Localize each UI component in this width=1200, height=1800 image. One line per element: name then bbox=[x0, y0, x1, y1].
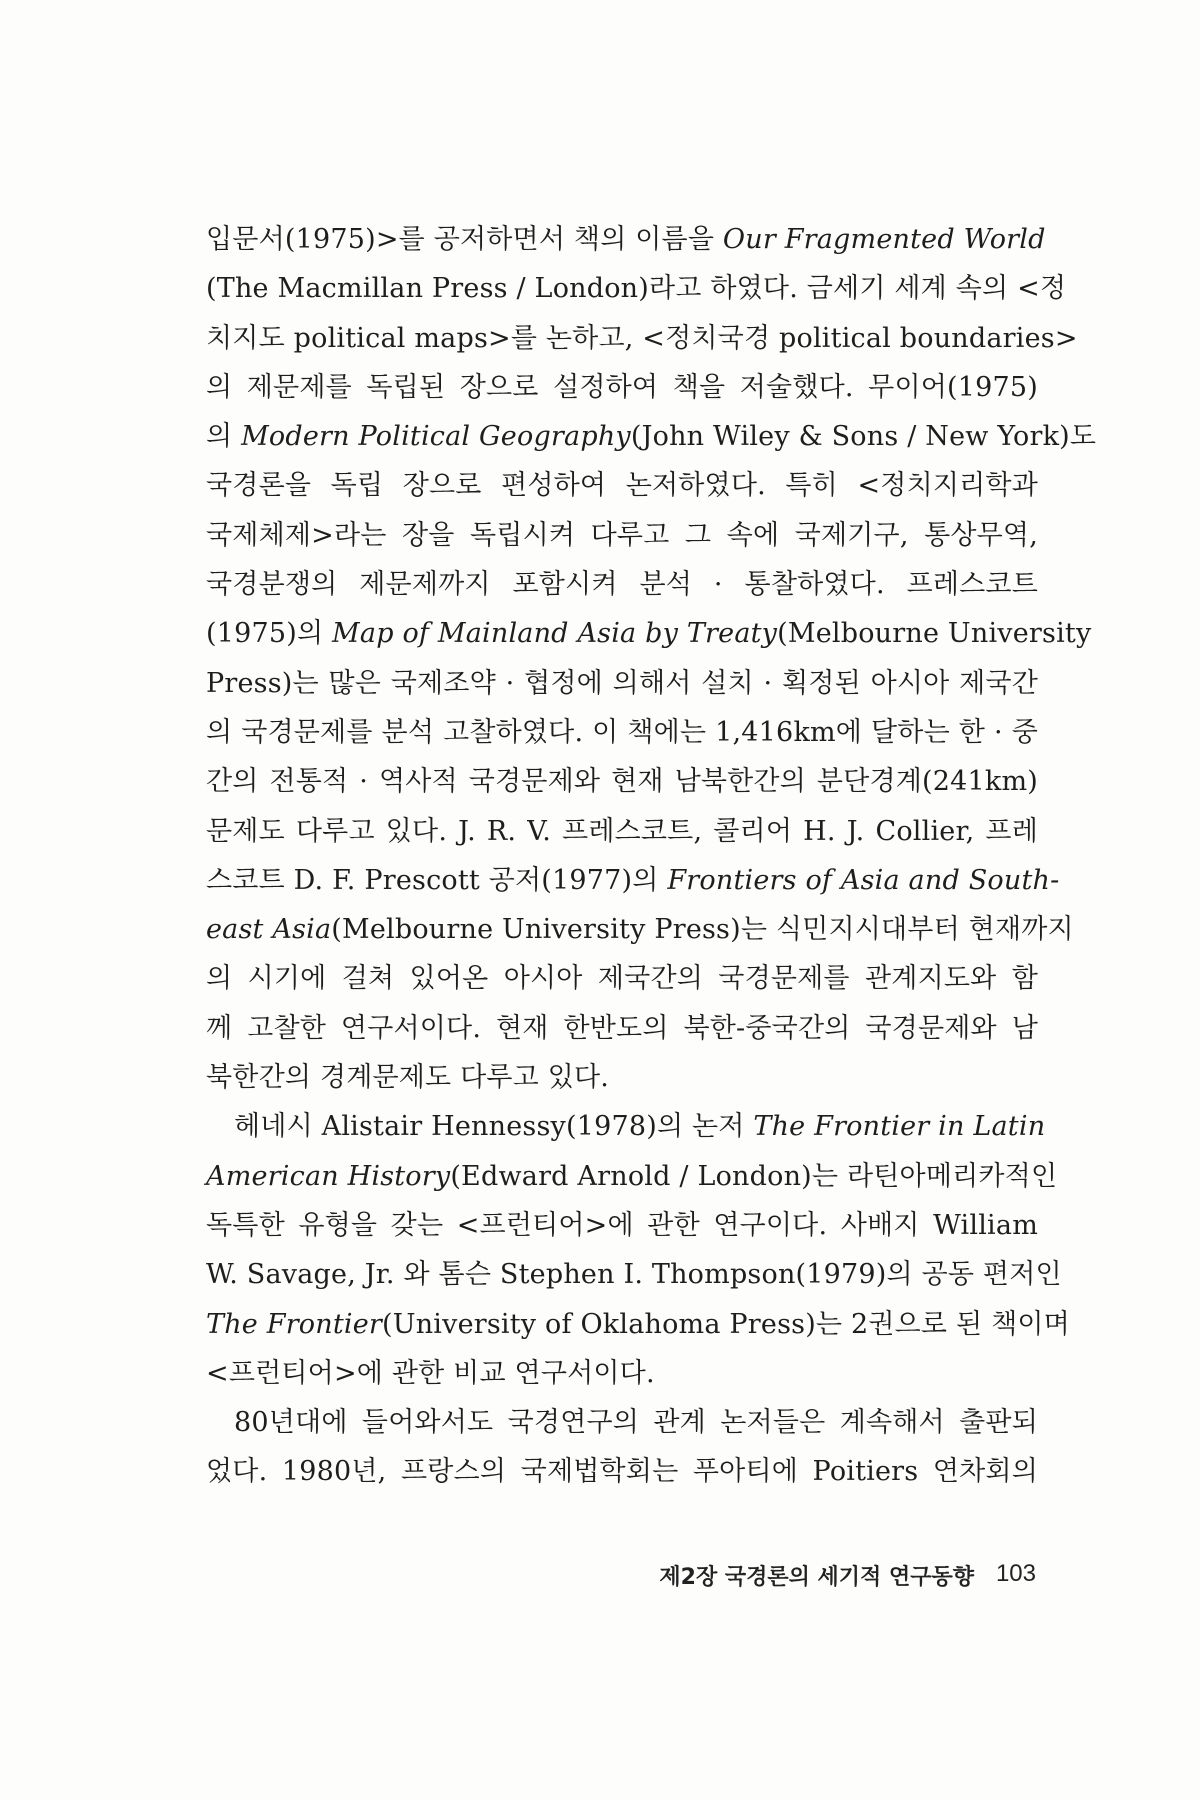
text-line bbox=[206, 1201, 1038, 1250]
italic-title-text: Frontiers of Asia and South- bbox=[667, 864, 1060, 896]
text-line bbox=[206, 954, 1038, 1003]
text-segment: <프런티어>에 관한 비교 연구서이다. bbox=[206, 1357, 655, 1389]
text-segment: 스코트 D. F. Prescott 공저(1977)의 bbox=[206, 864, 668, 896]
text-line bbox=[206, 708, 1038, 757]
italic-title-text: east Asia bbox=[206, 914, 332, 946]
italic-title-text: The Frontier bbox=[206, 1308, 383, 1340]
text-segment: 입문서(1975)>를 공저하면서 책의 이름을 bbox=[206, 224, 723, 255]
text-line bbox=[206, 461, 1038, 510]
text-segment: W. Savage, Jr. 와 톰슨 Stephen I. Thompson(1979)의 공동 편저인 bbox=[206, 1259, 1062, 1291]
text-line bbox=[206, 1250, 1062, 1299]
text-line bbox=[206, 1447, 1038, 1496]
text-segment: 간의 전통적 · 역사적 국경문제와 현재 남북한간의 분단경계(241km) bbox=[206, 766, 1038, 798]
body-text bbox=[206, 215, 1097, 1497]
italic-title-text: Map of Mainland Asia by Treaty bbox=[332, 618, 778, 650]
text-segment: 헤네시 Alistair Hennessy(1978)의 논저 bbox=[234, 1111, 754, 1143]
italic-title-text: The Frontier in Latin bbox=[753, 1111, 1046, 1143]
text-line bbox=[206, 1152, 1058, 1201]
text-segment: 문제도 다루고 있다. J. R. V. 프레스코트, 콜리어 H. J. Collier, 프레 bbox=[206, 815, 1038, 847]
text-line bbox=[206, 1102, 1046, 1151]
text-line bbox=[206, 807, 1038, 856]
text-line bbox=[206, 511, 1038, 560]
text-segment: (John Wiley & Sons / New York)도 bbox=[630, 421, 1097, 453]
text-segment: (The Macmillan Press / London)라고 하였다. 금세기 세계 속의 <정 bbox=[206, 273, 1067, 305]
text-line bbox=[206, 1053, 1038, 1102]
text-line bbox=[206, 363, 1038, 412]
text-line bbox=[206, 1300, 1070, 1349]
text-segment: 국제체제>라는 장을 독립시켜 다루고 그 속에 국제기구, 통상무역, bbox=[206, 519, 1038, 551]
text-segment: 국경분쟁의 제문제까지 포함시켜 분석 · 통찰하였다. 프레스코트 bbox=[206, 569, 1038, 601]
italic-title-text: American History bbox=[206, 1160, 451, 1192]
text-segment: Press)는 많은 국제조약 · 협정에 의해서 설치 · 획정된 아시아 제국간 bbox=[206, 667, 1038, 699]
text-segment: 독특한 유형을 갖는 <프런티어>에 관한 연구이다. 사배지 William bbox=[206, 1209, 1038, 1241]
text-segment: 80년대에 들어와서도 국경연구의 관계 논저들은 계속해서 출판되 bbox=[234, 1407, 1038, 1439]
text-line bbox=[206, 609, 1092, 658]
running-footer bbox=[606, 1560, 1036, 1591]
text-segment: 의 bbox=[206, 421, 242, 453]
text-line bbox=[206, 264, 1067, 313]
text-segment: 국경론을 독립 장으로 편성하여 논저하였다. 특히 <정치지리학과 bbox=[206, 470, 1038, 502]
text-segment: (Melbourne University Press)는 식민지시대부터 현재까지 bbox=[331, 914, 1074, 946]
text-line bbox=[206, 560, 1038, 609]
text-segment: 의 시기에 걸쳐 있어온 아시아 제국간의 국경문제를 관계지도와 함 bbox=[206, 963, 1038, 995]
text-line bbox=[206, 856, 1060, 905]
italic-title-text: Our Fragmented World bbox=[722, 224, 1046, 255]
text-segment: (1975)의 bbox=[206, 618, 333, 650]
text-segment: 치지도 political maps>를 논하고, <정치국경 political boundaries> bbox=[206, 322, 1078, 354]
text-segment: 의 제문제를 독립된 장으로 설정하여 책을 저술했다. 무이어(1975) bbox=[206, 371, 1038, 403]
text-line bbox=[206, 412, 1097, 461]
text-line bbox=[206, 215, 1046, 264]
text-segment: 었다. 1980년, 프랑스의 국제법학회는 푸아티에 Poitiers 연차회의 bbox=[206, 1456, 1038, 1488]
text-line bbox=[206, 314, 1078, 363]
text-line bbox=[206, 1398, 1038, 1447]
chapter-title: 제2장 국경론의 세기적 연구동향 bbox=[659, 1565, 974, 1590]
text-segment: 께 고찰한 연구서이다. 현재 한반도의 북한-중국간의 국경문제와 남 bbox=[206, 1012, 1038, 1044]
text-line bbox=[206, 659, 1038, 708]
text-line bbox=[206, 1349, 1038, 1398]
text-segment: 의 국경문제를 분석 고찰하였다. 이 책에는 1,416km에 달하는 한 · 중 bbox=[206, 716, 1038, 748]
text-segment: (Melbourne University bbox=[777, 618, 1092, 650]
page-number: 103 bbox=[995, 1560, 1036, 1587]
text-segment: 북한간의 경계문제도 다루고 있다. bbox=[206, 1062, 610, 1094]
text-line bbox=[206, 905, 1074, 954]
italic-title-text: Modern Political Geography bbox=[241, 421, 631, 453]
text-segment: (University of Oklahoma Press)는 2권으로 된 책이며 bbox=[382, 1308, 1070, 1340]
text-segment: (Edward Arnold / London)는 라틴아메리카적인 bbox=[450, 1160, 1058, 1192]
text-line bbox=[206, 757, 1038, 806]
text-line bbox=[206, 1004, 1038, 1053]
